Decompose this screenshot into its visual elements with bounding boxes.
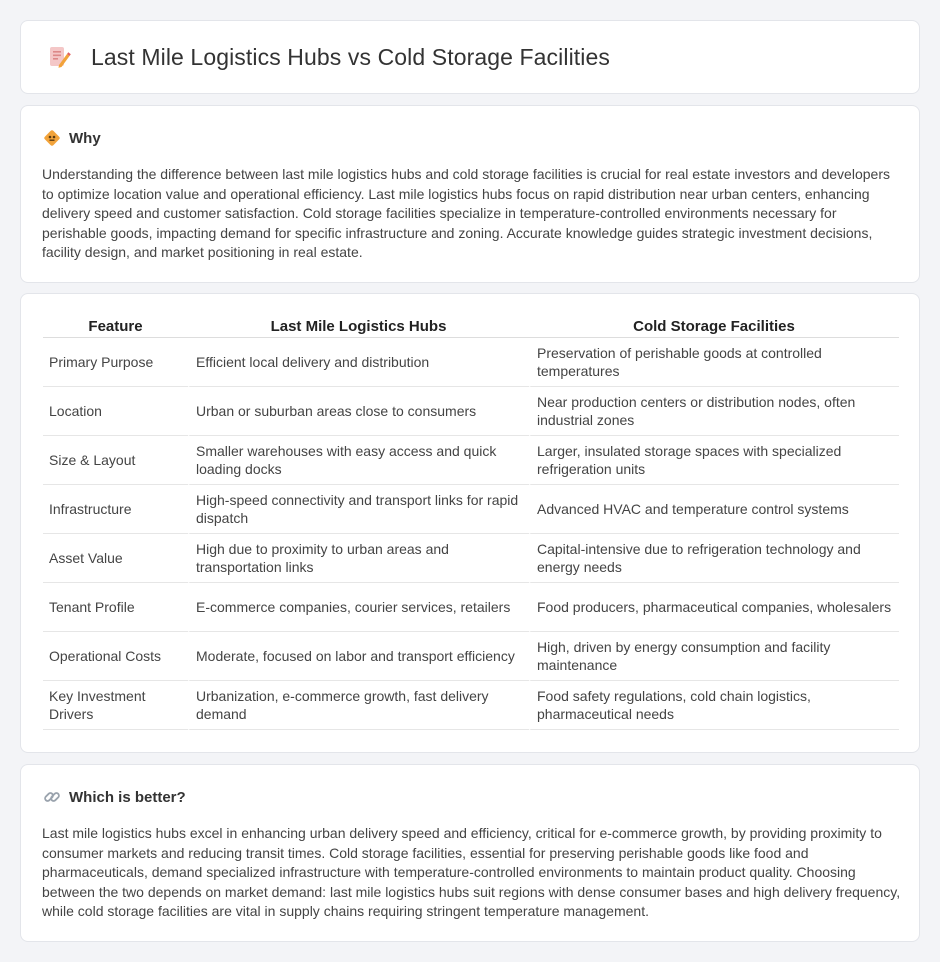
last-mile-cell: E-commerce companies, courier services, retailers bbox=[188, 583, 529, 632]
table-row bbox=[43, 338, 899, 387]
feature-cell: Asset Value bbox=[43, 534, 188, 583]
header-feature: Feature bbox=[43, 316, 188, 338]
document-edit-icon bbox=[47, 45, 71, 69]
feature-cell: Operational Costs bbox=[43, 632, 188, 681]
feature-cell: Location bbox=[43, 387, 188, 436]
cold-storage-cell: Advanced HVAC and temperature control systems bbox=[529, 485, 899, 534]
diamond-warning-icon bbox=[43, 129, 61, 147]
table-row bbox=[43, 681, 899, 730]
table-row bbox=[43, 534, 899, 583]
link-icon bbox=[43, 788, 61, 806]
feature-cell: Tenant Profile bbox=[43, 583, 188, 632]
header-last-mile: Last Mile Logistics Hubs bbox=[188, 316, 529, 338]
cold-storage-cell: Food producers, pharmaceutical companies, wholesalers bbox=[529, 583, 899, 632]
feature-cell: Primary Purpose bbox=[43, 338, 188, 387]
table-row bbox=[43, 632, 899, 681]
cold-storage-cell: Preservation of perishable goods at controlled temperatures bbox=[529, 338, 899, 387]
cold-storage-cell: Near production centers or distribution nodes, often industrial zones bbox=[529, 387, 899, 436]
table-row bbox=[43, 583, 899, 632]
last-mile-cell: Urban or suburban areas close to consumers bbox=[188, 387, 529, 436]
title-card bbox=[20, 20, 920, 94]
which-better-body: Last mile logistics hubs excel in enhancing urban delivery speed and efficiency, critical for e-commerce growth, by providing proximity to consumer markets and reducing transit times. Cold storage facilities, essential for preserving perishable goods like food and pharmaceuticals, demand specialized infrastructure with temperature-controlled environments to maintain product quality. Choosing between the two depends on market demand: last mile logistics hubs suit regions with dense consumer bases and high delivery frequency, while cold storage facilities are vital in supply chains requiring stringent temperature management. bbox=[42, 825, 901, 920]
table-row bbox=[43, 436, 899, 485]
cold-storage-cell: Food safety regulations, cold chain logistics, pharmaceutical needs bbox=[529, 681, 899, 730]
feature-cell: Key Investment Drivers bbox=[43, 681, 188, 730]
last-mile-cell: High due to proximity to urban areas and transportation links bbox=[188, 534, 529, 583]
cold-storage-cell: Capital-intensive due to refrigeration technology and energy needs bbox=[529, 534, 899, 583]
last-mile-cell: Efficient local delivery and distribution bbox=[188, 338, 529, 387]
last-mile-cell: High-speed connectivity and transport links for rapid dispatch bbox=[188, 485, 529, 534]
feature-cell: Infrastructure bbox=[43, 485, 188, 534]
why-body: Understanding the difference between last mile logistics hubs and cold storage facilities is crucial for real estate investors and developers to optimize location value and operational efficiency. Last mile logistics hubs focus on rapid distribution near urban centers, enhancing delivery speed and customer satisfaction. Cold storage facilities specialize in temperature-controlled environments necessary for perishable goods, impacting demand for specific infrastructure and zoning. Accurate knowledge guides strategic investment decisions, facility design, and market positioning in real estate. bbox=[42, 166, 890, 261]
comparison-table bbox=[43, 316, 899, 730]
which-better-title: Which is better? bbox=[69, 788, 186, 806]
why-title: Why bbox=[69, 129, 101, 147]
feature-cell: Size & Layout bbox=[43, 436, 188, 485]
table-row bbox=[43, 387, 899, 436]
which-better-section bbox=[20, 764, 920, 942]
last-mile-cell: Urbanization, e-commerce growth, fast delivery demand bbox=[188, 681, 529, 730]
last-mile-cell: Smaller warehouses with easy access and quick loading docks bbox=[188, 436, 529, 485]
table-row bbox=[43, 485, 899, 534]
last-mile-cell: Moderate, focused on labor and transport efficiency bbox=[188, 632, 529, 681]
table-header-row bbox=[43, 316, 899, 338]
cold-storage-cell: High, driven by energy consumption and facility maintenance bbox=[529, 632, 899, 681]
comparison-section bbox=[20, 293, 920, 753]
page-title: Last Mile Logistics Hubs vs Cold Storage Facilities bbox=[91, 43, 610, 70]
why-section bbox=[20, 105, 920, 283]
cold-storage-cell: Larger, insulated storage spaces with specialized refrigeration units bbox=[529, 436, 899, 485]
header-cold-storage: Cold Storage Facilities bbox=[529, 316, 899, 338]
